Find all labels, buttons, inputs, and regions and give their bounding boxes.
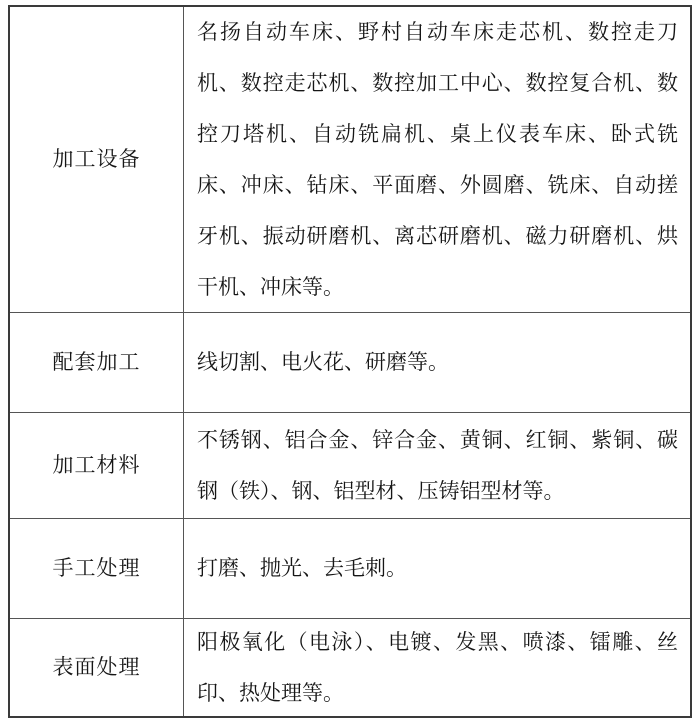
row-category-label: 加工设备 [10, 7, 184, 312]
row-category-label: 加工材料 [10, 413, 184, 518]
row-content-cell [184, 7, 690, 312]
table-row [10, 312, 690, 412]
table-row [10, 412, 690, 518]
row-content-text: 阳极氧化（电泳）、电镀、发黑、喷漆、镭雕、丝印、热处理等。 [197, 629, 678, 705]
row-category-label: 表面处理 [10, 619, 184, 716]
row-category-label: 手工处理 [10, 519, 184, 618]
table-row [10, 518, 690, 618]
row-content-cell [184, 619, 690, 716]
row-content-cell [184, 519, 690, 618]
table-row [10, 618, 690, 716]
processing-spec-table [8, 5, 692, 718]
row-content-cell [184, 413, 690, 518]
row-content-text: 线切割、电火花、研磨等。 [197, 350, 449, 374]
row-content-text: 打磨、抛光、去毛刺。 [197, 556, 407, 580]
row-content-text: 名扬自动车床、野村自动车床走芯机、数控走刀机、数控走芯机、数控加工中心、数控复合机、数控刀塔机、自动铣扁机、桌上仪表车床、卧式铣床、冲床、钻床、平面磨、外圆磨、铣床、自动搓牙机、振动研磨机、离芯研磨机、磁力研磨机、烘干机、冲床等。 [197, 19, 678, 299]
row-content-cell [184, 313, 690, 412]
row-category-label: 配套加工 [10, 313, 184, 412]
table-row [10, 7, 690, 312]
row-content-text: 不锈钢、铝合金、锌合金、黄铜、红铜、紫铜、碳钢（铁）、钢、铝型材、压铸铝型材等。 [197, 427, 678, 503]
